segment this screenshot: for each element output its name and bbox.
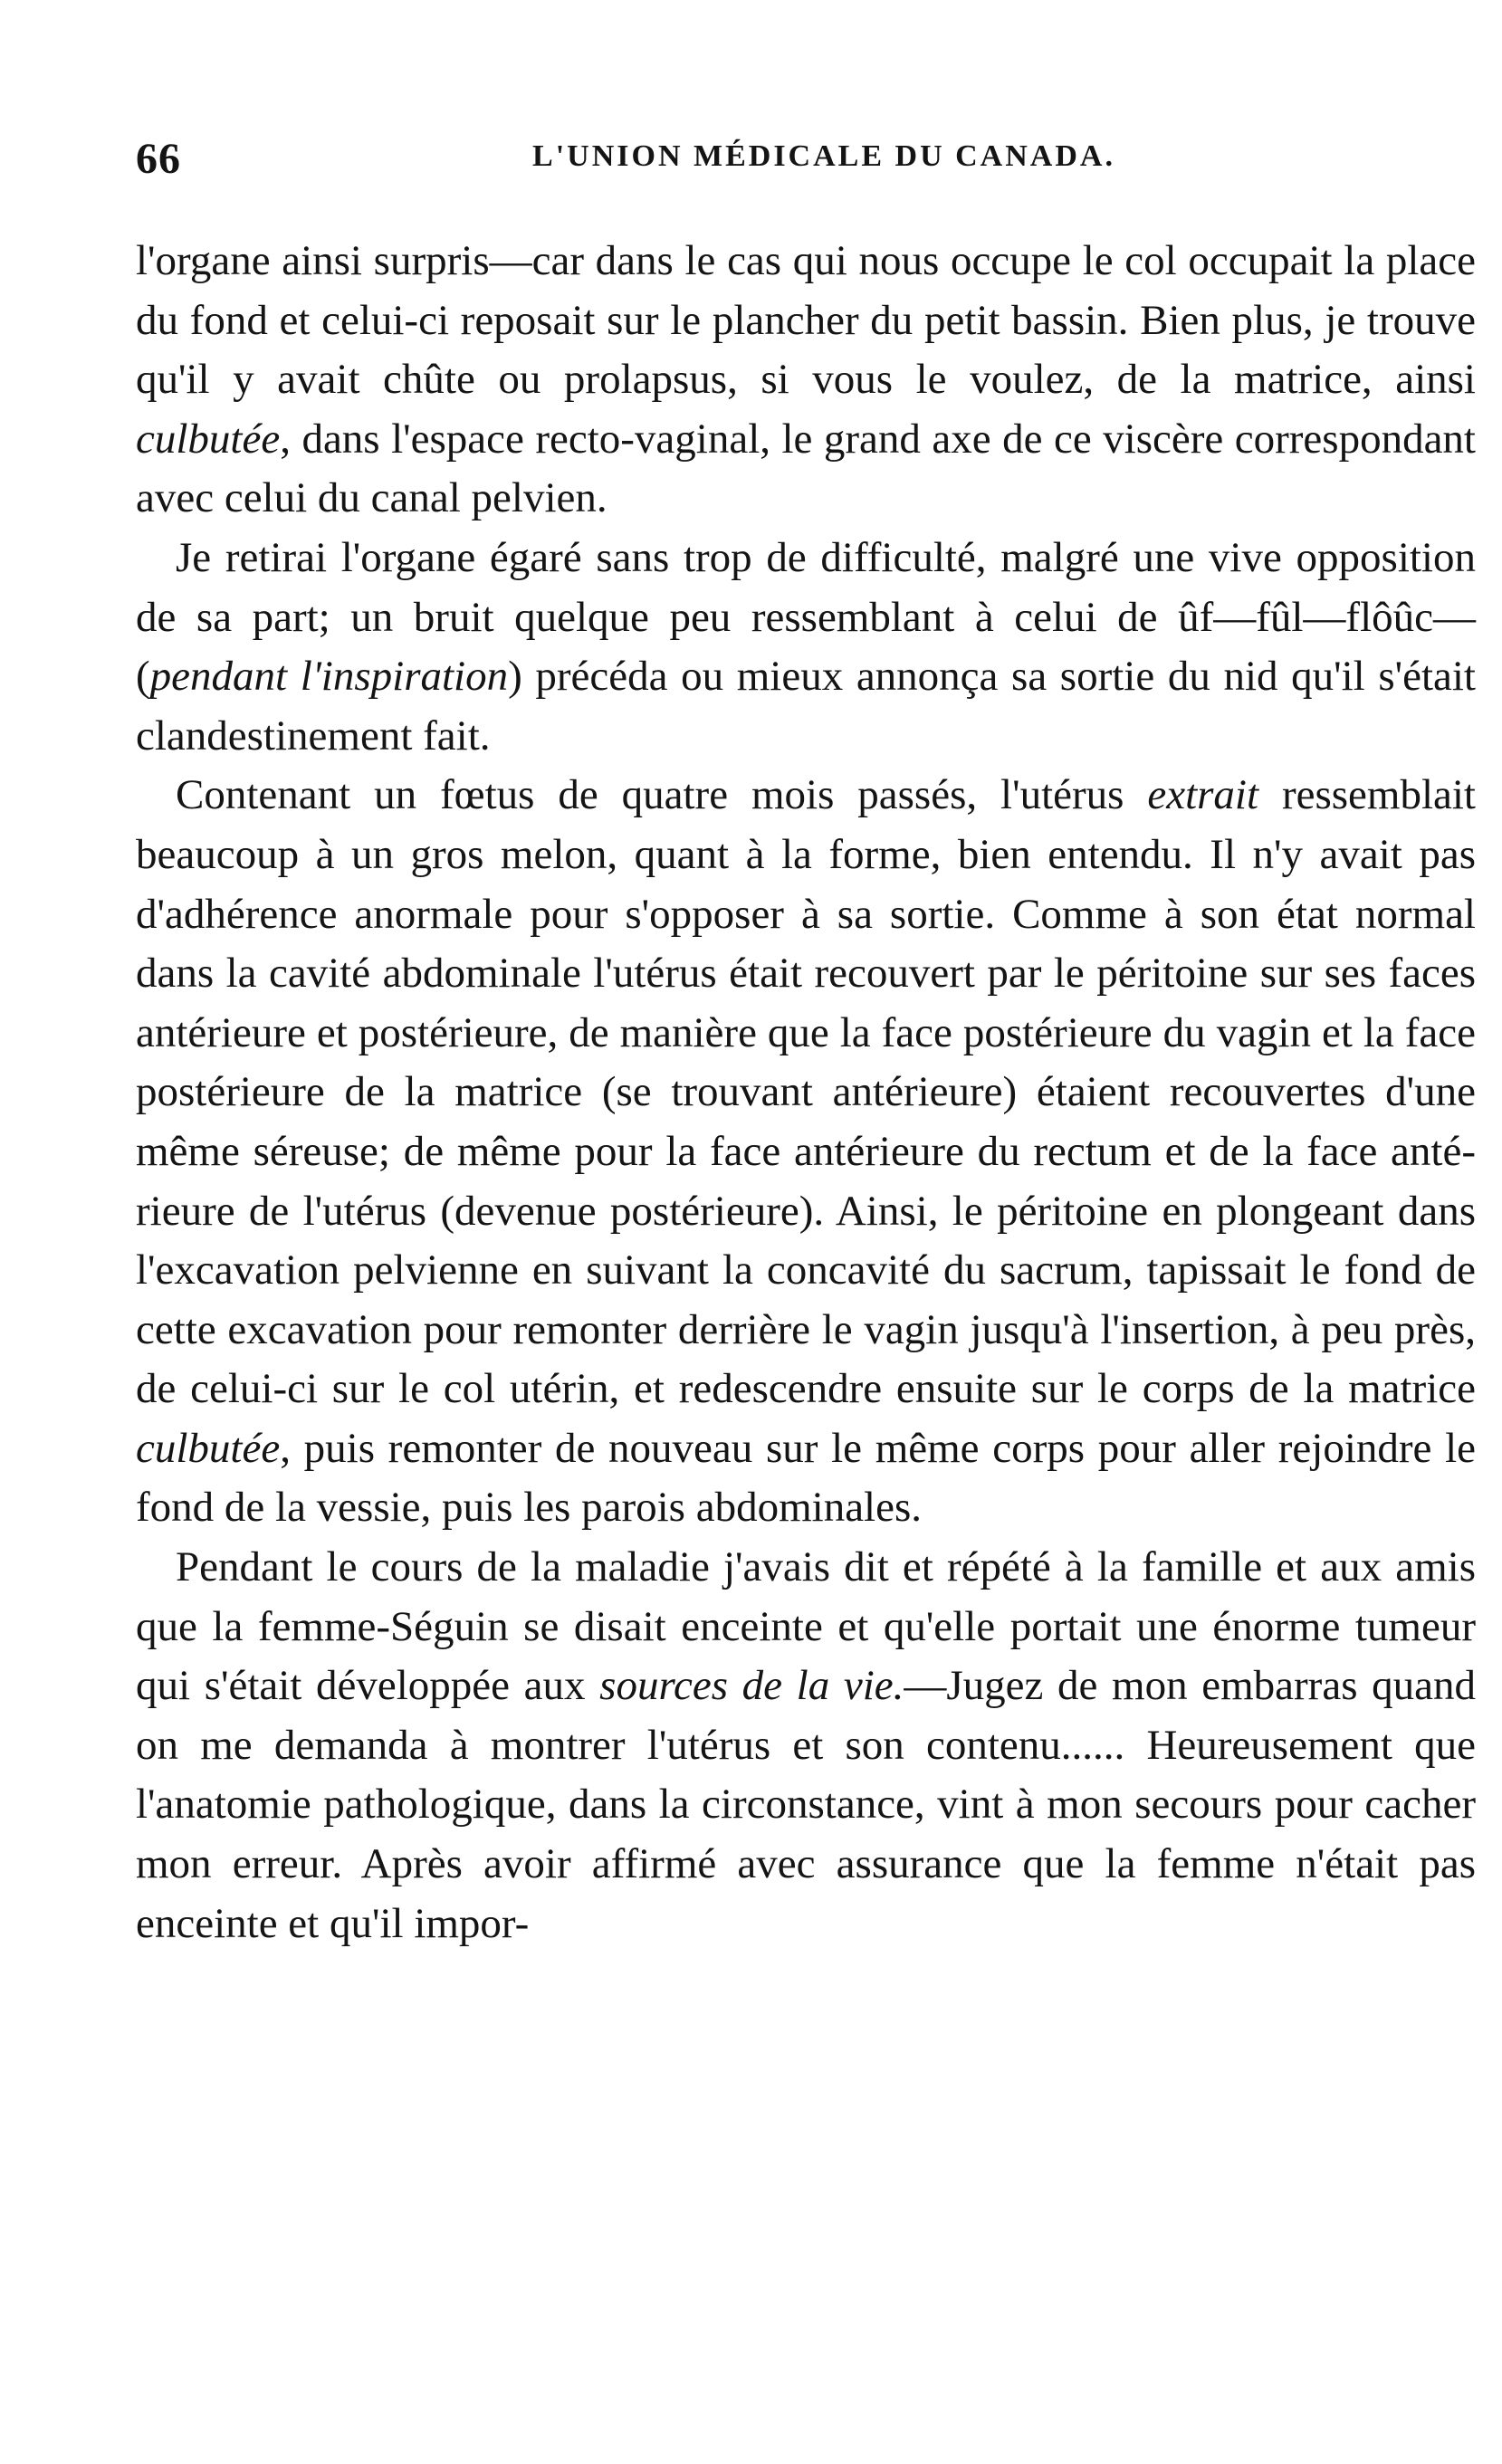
italic-phrase: pendant l'inspiration — [149, 653, 509, 701]
text-run: ) précéda ou mieux annonça sa sortie du nid qu'il s'était clandestinement fait. — [136, 653, 1476, 759]
italic-phrase: sources de la vie. — [599, 1662, 904, 1710]
paragraph-continued — [136, 232, 1476, 529]
text-run: Pendant le cours de la maladie j'avais dit et répété à la famille et aux amis que la femme-Séguin se disait enceinte et qu'elle portait une énorme tumeur qui s'était développée aux — [136, 1543, 1476, 1710]
paragraph — [136, 529, 1476, 766]
paragraph — [136, 766, 1476, 1538]
text-run: l'organe ainsi surpris—car dans le cas qui nous occupe le col occupait la place du fond et celui-ci reposait sur le plancher du petit bassin. Bien plus, je trouve qu'il y avait chûte ou prolapsus, si vous le voulez, de la matrice, ainsi — [136, 237, 1476, 404]
journal-title: L'UNION MÉDICALE DU CANADA. — [532, 139, 1115, 173]
running-head — [136, 127, 1476, 199]
page-number: 66 — [136, 135, 181, 183]
text-run: Je retirai l'organe égaré sans trop de difficulté, malgré une vive opposition de sa part; un bruit quelque peu ressemblant à celui de ûf—fûl—flôûc—( — [136, 533, 1476, 701]
text-run: ressemblait beaucoup à un gros melon, quant à la forme, bien entendu. Il n'y avait pas d'adhérence anormale pour s'opposer à sa sortie. Comme à son état normal dans la cavité abdominale l'utérus était recouvert par le péritoine sur ses faces antérieure et postérieure, de manière que la face postérieure du vagin et la face postérieure de la matrice (se trouvant antérieure) étaient recouvertes d'une même séreuse; de même pour la face antérieure du rectum et de la face antérieure de l'utérus (devenue postérieure). Ainsi, le péritoine en plongeant dans l'excavation pelvienne en suivant la concavité du sacrum, tapissait le fond de cette excavation pour remonter derrière le vagin jusqu'à l'insertion, à peu près, de celui-ci sur le col utérin, et redescendre ensuite sur le corps de la matrice — [136, 771, 1476, 1413]
italic-phrase: extrait — [1147, 771, 1259, 819]
paragraph — [136, 1538, 1476, 1953]
text-run: , dans l'espace recto-vaginal, le grand axe de ce viscère correspondant avec celui du canal pelvien. — [136, 415, 1476, 522]
italic-phrase: culbutée — [136, 1424, 281, 1472]
italic-phrase: culbutée — [136, 415, 281, 463]
text-run: , puis remonter de nouveau sur le même corps pour aller rejoindre le fond de la vessie, puis les parois abdominales. — [136, 1424, 1476, 1532]
text-run: Contenant un fœtus de quatre mois passés, l'utérus — [176, 771, 1148, 819]
book-page — [136, 127, 1476, 2426]
text-run: —Jugez de mon embarras quand on me demanda à montrer l'utérus et son contenu...... Heureusement que l'anatomie pathologique, dans la circonstance, vint à mon secours pour cacher mon erreur. Après avoir affirmé avec assurance que la femme n'était pas enceinte et qu'il impor- — [136, 1662, 1476, 1947]
body-text — [136, 232, 1476, 1953]
